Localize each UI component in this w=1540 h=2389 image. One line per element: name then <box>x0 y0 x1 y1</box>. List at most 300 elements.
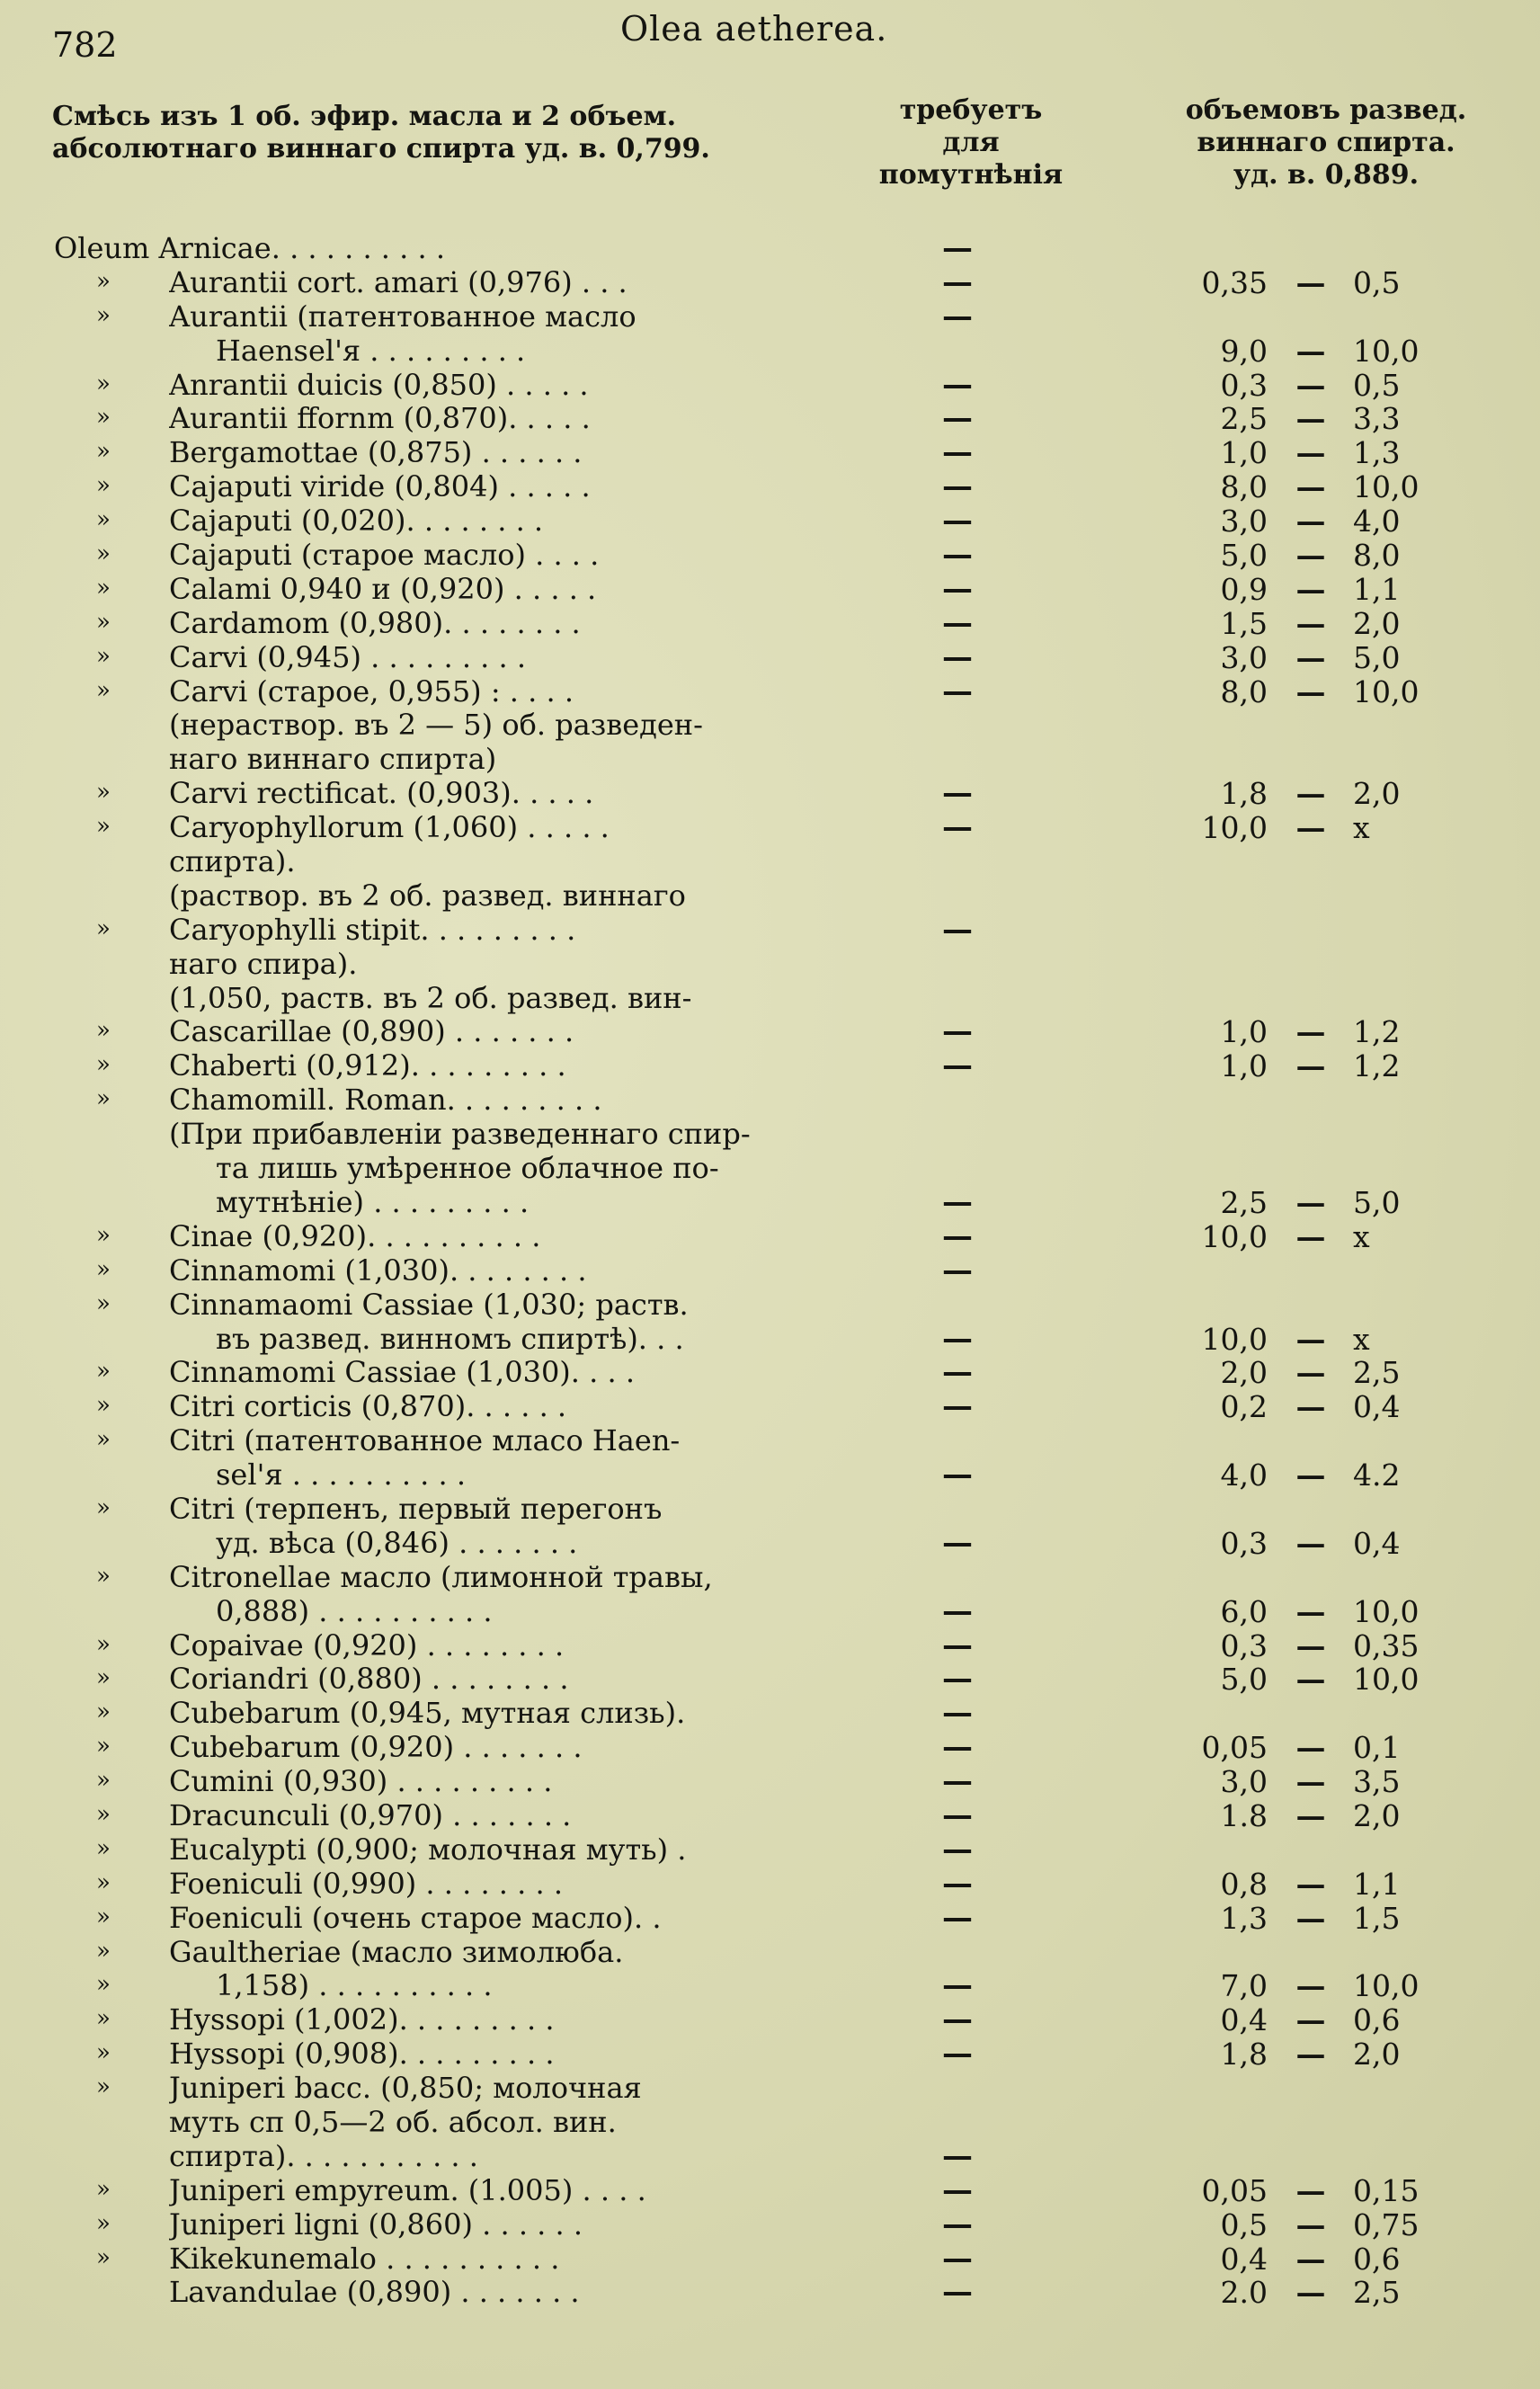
volume-range-dash: — <box>1295 605 1326 641</box>
table-row <box>0 1524 1540 1561</box>
turbidity-dash: — <box>942 1592 973 1629</box>
oil-name: Aurantii (патентованное масло <box>169 299 636 334</box>
table-row <box>0 709 1540 743</box>
volume-max: 1,2 <box>1353 1048 1401 1084</box>
table-row <box>0 2037 1540 2072</box>
volume-max: x <box>1353 1218 1370 1254</box>
volume-min: 3,0 <box>1220 504 1268 539</box>
turbidity-dash: — <box>942 2001 973 2038</box>
oil-name: Chaberti (0,912). . . . . . . . . <box>169 1049 566 1083</box>
table-row <box>0 366 1540 403</box>
column-header-mixture-line2: абсолютнаго виннаго спирта уд. в. 0,799. <box>52 133 710 165</box>
ditto-mark: » <box>96 1767 111 1795</box>
volume-max: 2,0 <box>1353 2037 1401 2073</box>
ditto-mark: » <box>96 1733 111 1761</box>
turbidity-dash: — <box>942 1899 973 1936</box>
oil-name: Juniperi bacc. (0,850; молочная <box>169 2072 642 2106</box>
ditto-mark: » <box>96 676 111 704</box>
oil-name: Dracunculi (0,970) . . . . . . . <box>169 1798 572 1832</box>
table-row <box>0 675 1540 709</box>
volume-max: 2,5 <box>1353 1355 1401 1391</box>
turbidity-dash: — <box>942 1388 973 1425</box>
volume-min: 0,9 <box>1220 571 1268 607</box>
table-row <box>0 402 1540 436</box>
oil-name: Citri corticis (0,870). . . . . . <box>169 1390 567 1424</box>
volume-min: 2,0 <box>1220 1355 1268 1391</box>
table-row <box>0 2003 1540 2037</box>
table-row <box>0 1833 1540 1868</box>
turbidity-dash: — <box>942 468 973 505</box>
turbidity-dash: — <box>942 366 973 403</box>
volume-range-dash: — <box>1295 2241 1326 2277</box>
turbidity-dash: — <box>942 2171 973 2208</box>
table-row <box>0 1288 1540 1323</box>
volume-min: 1.8 <box>1220 1797 1268 1833</box>
table-row <box>0 539 1540 573</box>
table-row <box>0 1561 1540 1595</box>
volume-min: 8,0 <box>1220 469 1268 505</box>
volume-min: 2,5 <box>1220 1184 1268 1220</box>
volume-range-dash: — <box>1295 639 1326 675</box>
oil-name: Cumini (0,930) . . . . . . . . . <box>169 1765 553 1799</box>
volume-min: 0,4 <box>1220 2241 1268 2277</box>
table-row <box>0 2208 1540 2242</box>
volume-min: 4,0 <box>1220 1457 1268 1493</box>
volume-max: 2,0 <box>1353 605 1401 641</box>
volume-max: 3,5 <box>1353 1764 1401 1800</box>
oil-name: Citri (патентованное мласо Haen- <box>169 1424 681 1458</box>
volume-max: 0,4 <box>1353 1525 1401 1561</box>
volume-max: 0,6 <box>1353 2002 1401 2038</box>
volume-range-dash: — <box>1295 2002 1326 2038</box>
volume-range-dash: — <box>1295 538 1326 574</box>
volume-max: 8,0 <box>1353 538 1401 574</box>
volume-min: 0,4 <box>1220 2002 1268 2038</box>
volume-range-dash: — <box>1295 1218 1326 1254</box>
oil-name: муть сп 0,5—2 об. абсол. вин. <box>169 2105 617 2139</box>
table-row <box>0 1118 1540 1152</box>
ditto-mark: » <box>96 2073 111 2101</box>
turbidity-dash: — <box>942 1661 973 1698</box>
oil-name: Cinnamomi Cassiae (1,030). . . . <box>169 1356 635 1390</box>
volume-max: x <box>1353 810 1370 846</box>
volume-max: 10,0 <box>1353 1968 1420 2004</box>
volume-max: 5,0 <box>1353 1184 1401 1220</box>
volume-min: 0,5 <box>1220 2206 1268 2242</box>
table-row <box>0 470 1540 504</box>
volume-max: 5,0 <box>1353 639 1401 675</box>
turbidity-dash: — <box>942 400 973 437</box>
ditto-mark: » <box>96 608 111 636</box>
table-row <box>0 1865 1540 1902</box>
table-row <box>0 982 1540 1016</box>
volume-min: 0,05 <box>1201 2172 1268 2208</box>
ditto-mark: » <box>96 1255 111 1283</box>
table-row <box>0 879 1540 914</box>
turbidity-dash: — <box>942 1457 973 1493</box>
ditto-mark: » <box>96 813 111 841</box>
table-row <box>0 2171 1540 2208</box>
oil-name: Cinae (0,920). . . . . . . . . . <box>169 1219 541 1253</box>
volume-range-dash: — <box>1295 1593 1326 1629</box>
table-row <box>0 777 1540 811</box>
volume-range-dash: — <box>1295 469 1326 505</box>
volume-max: 4,0 <box>1353 504 1401 539</box>
volume-max: 10,0 <box>1353 1593 1420 1629</box>
volume-min: 6,0 <box>1220 1593 1268 1629</box>
turbidity-dash: — <box>942 230 973 266</box>
table-row <box>0 2137 1540 2174</box>
volume-range-dash: — <box>1295 367 1326 403</box>
volume-min: 10,0 <box>1201 1218 1268 1254</box>
volume-range-dash: — <box>1295 1014 1326 1050</box>
table-row <box>0 604 1540 641</box>
volume-max: 2,0 <box>1353 1797 1401 1833</box>
oil-name: Coriandri (0,880) . . . . . . . . <box>169 1662 569 1697</box>
oil-name: Calami 0,940 и (0,920) . . . . . <box>169 572 597 606</box>
volume-max: 1,1 <box>1353 571 1401 607</box>
oil-name: Carvi rectificat. (0,903). . . . . <box>169 777 594 811</box>
volume-min: 1,0 <box>1220 1048 1268 1084</box>
turbidity-dash: — <box>942 911 973 948</box>
ditto-mark: » <box>96 2243 111 2271</box>
table-row <box>0 1662 1540 1697</box>
volume-range-dash: — <box>1295 1866 1326 1902</box>
volume-range-dash: — <box>1295 1389 1326 1425</box>
turbidity-dash: — <box>942 1695 973 1732</box>
column-header-turbidity-line2: для <box>942 127 1000 158</box>
table-row <box>0 1424 1540 1458</box>
table-row <box>0 1390 1540 1424</box>
oil-name: Juniperi empyreum. (1.005) . . . . <box>169 2173 646 2207</box>
volume-min: 2.0 <box>1220 2275 1268 2311</box>
oil-name: Eucalypti (0,900; молочная муть) . <box>169 1832 687 1867</box>
oil-name: Cinnamaomi Cassiae (1,030; раств. <box>169 1288 689 1322</box>
oil-name: 1,158) . . . . . . . . . . <box>216 1969 493 2003</box>
volume-range-dash: — <box>1295 810 1326 846</box>
ditto-mark: » <box>96 1493 111 1521</box>
volume-range-dash: — <box>1295 673 1326 709</box>
oil-name: 0,888) . . . . . . . . . . <box>216 1594 493 1628</box>
volume-range-dash: — <box>1295 1797 1326 1833</box>
table-row <box>0 1458 1540 1493</box>
table-row <box>0 1083 1540 1118</box>
ditto-mark: » <box>96 1800 111 1828</box>
oil-name: (1,050, раств. въ 2 об. развед. вин- <box>169 981 692 1015</box>
oil-name: (раствор. въ 2 об. развед. виннаго <box>169 878 686 913</box>
turbidity-dash: — <box>942 434 973 471</box>
turbidity-dash: — <box>942 1320 973 1357</box>
oil-name: Hyssopi (0,908). . . . . . . . . <box>169 2037 555 2072</box>
ditto-mark: » <box>96 1085 111 1113</box>
volume-max: 4.2 <box>1353 1457 1401 1493</box>
volume-max: 10,0 <box>1353 1662 1420 1698</box>
turbidity-dash: — <box>942 604 973 641</box>
oil-name: Carvi (старое, 0,955) : . . . . <box>169 674 574 709</box>
oil-name: Gaultheriae (масло зимолюба. <box>169 1935 624 1969</box>
volume-min: 0,3 <box>1220 1627 1268 1663</box>
volume-range-dash: — <box>1295 1662 1326 1698</box>
ditto-mark: » <box>96 1971 111 1999</box>
ditto-mark: » <box>96 1834 111 1862</box>
volume-max: 1,2 <box>1353 1014 1401 1050</box>
table-row <box>0 1969 1540 2003</box>
turbidity-dash: — <box>942 1013 973 1050</box>
volume-min: 10,0 <box>1201 1321 1268 1357</box>
volume-max: 10,0 <box>1353 673 1420 709</box>
turbidity-dash: — <box>942 673 973 709</box>
turbidity-dash: — <box>942 1252 973 1288</box>
ditto-mark: » <box>96 1051 111 1079</box>
turbidity-dash: — <box>942 2206 973 2242</box>
column-header-turbidity-line1: требуетъ <box>899 94 1043 126</box>
ditto-mark: » <box>96 2005 111 2033</box>
volume-min: 3,0 <box>1220 639 1268 675</box>
page-number: 782 <box>52 25 118 65</box>
oil-name: спирта). . . . . . . . . . . <box>169 2139 478 2173</box>
oil-name: Cajaputi viride (0,804) . . . . . <box>169 470 591 504</box>
table-row <box>0 2106 1540 2140</box>
oil-name: Cardamom (0,980). . . . . . . . <box>169 606 581 640</box>
turbidity-dash: — <box>942 1967 973 2004</box>
ditto-mark: » <box>96 2175 111 2203</box>
oil-name: Hyssopi (1,002). . . . . . . . . <box>169 2003 555 2037</box>
table-row <box>0 1217 1540 1254</box>
table-row <box>0 811 1540 845</box>
volume-range-dash: — <box>1295 435 1326 471</box>
volume-range-dash: — <box>1295 1730 1326 1766</box>
volume-range-dash: — <box>1295 1525 1326 1561</box>
ditto-mark: » <box>96 301 111 329</box>
oil-name: мутнѣніе) . . . . . . . . . <box>216 1185 530 1219</box>
ditto-mark: » <box>96 1221 111 1249</box>
oil-name: уд. вѣса (0,846) . . . . . . . <box>216 1526 578 1560</box>
volume-range-dash: — <box>1295 1048 1326 1084</box>
oil-name: Juniperi ligni (0,860) . . . . . . <box>169 2207 583 2242</box>
ditto-mark: » <box>96 1562 111 1590</box>
turbidity-dash: — <box>942 1354 973 1391</box>
oil-name: Citronellae масло (лимонной травы, <box>169 1560 713 1594</box>
oil-name: Cinnamomi (1,030). . . . . . . . <box>169 1253 587 1288</box>
ditto-mark: » <box>96 438 111 466</box>
oil-name: Anrantii duicis (0,850) . . . . . <box>169 368 589 402</box>
column-header-volumes-line1: объемовъ развед. <box>1185 94 1467 126</box>
oil-name: Cajaputi (0,020). . . . . . . . <box>169 504 544 539</box>
ditto-mark: » <box>96 267 111 295</box>
table-row <box>0 2242 1540 2277</box>
oil-name: Aurantii cort. amari (0,976) . . . <box>169 265 628 299</box>
volume-range-dash: — <box>1295 504 1326 539</box>
turbidity-dash: — <box>942 1627 973 1663</box>
ditto-mark: » <box>96 2039 111 2067</box>
oil-name: Carvi (0,945) . . . . . . . . . <box>169 640 527 674</box>
column-header-volumes-line3: уд. в. 0,889. <box>1233 159 1420 191</box>
table-row <box>0 1152 1540 1186</box>
ditto-mark: » <box>96 1392 111 1420</box>
ditto-mark: » <box>96 472 111 500</box>
volume-max: 0,75 <box>1353 2206 1420 2242</box>
volume-min: 2,5 <box>1220 401 1268 437</box>
oil-name: та лишь умѣренное облачное по- <box>216 1152 719 1186</box>
column-header-turbidity-line3: помутнѣнія <box>878 159 1064 191</box>
table-row <box>0 743 1540 777</box>
ditto-mark: » <box>96 1664 111 1692</box>
table-row <box>0 436 1540 470</box>
turbidity-dash: — <box>942 2274 973 2311</box>
volume-range-dash: — <box>1295 1355 1326 1391</box>
volume-min: 5,0 <box>1220 1662 1268 1698</box>
turbidity-dash: — <box>942 2240 973 2277</box>
table-row <box>0 334 1540 369</box>
turbidity-dash: — <box>942 638 973 675</box>
ditto-mark: » <box>96 2209 111 2237</box>
turbidity-dash: — <box>942 775 973 812</box>
turbidity-dash: — <box>942 298 973 334</box>
volume-min: 10,0 <box>1201 810 1268 846</box>
oil-name: наго спира). <box>169 947 358 981</box>
oil-name: Haensel'я . . . . . . . . . <box>216 334 526 368</box>
volume-max: 0,5 <box>1353 367 1401 403</box>
table-row <box>0 300 1540 334</box>
ditto-mark: » <box>96 540 111 568</box>
volume-max: 0,5 <box>1353 264 1401 300</box>
volume-range-dash: — <box>1295 1321 1326 1357</box>
ditto-mark: » <box>96 779 111 807</box>
table-row <box>0 2072 1540 2106</box>
table-row <box>0 1796 1540 1833</box>
volume-min: 0,35 <box>1201 264 1268 300</box>
oil-name: Lavandulae (0,890) . . . . . . . <box>169 2276 580 2310</box>
volume-max: 1,3 <box>1353 435 1401 471</box>
volume-max: 1,1 <box>1353 1866 1401 1902</box>
table-row <box>0 638 1540 675</box>
oil-name: Chamomill. Roman. . . . . . . . . <box>169 1083 602 1118</box>
volume-min: 1,0 <box>1220 1014 1268 1050</box>
turbidity-dash: — <box>942 1047 973 1084</box>
oil-name: Foeniculi (очень старое масло). . <box>169 1901 662 1935</box>
table-row <box>0 1493 1540 1527</box>
table-row <box>0 1731 1540 1765</box>
column-header-volumes <box>1142 94 1510 192</box>
volume-min: 1,0 <box>1220 435 1268 471</box>
turbidity-dash: — <box>942 570 973 607</box>
volume-range-dash: — <box>1295 1184 1326 1220</box>
volume-max: x <box>1353 1321 1370 1357</box>
volume-max: 2,5 <box>1353 2275 1401 2311</box>
ditto-mark: » <box>96 642 111 670</box>
oil-name: Aurantii ffornm (0,870). . . . . <box>169 402 591 436</box>
volume-max: 3,3 <box>1353 401 1401 437</box>
turbidity-dash: — <box>942 1183 973 1220</box>
turbidity-dash: — <box>942 263 973 300</box>
table-row <box>0 1936 1540 1970</box>
table-row <box>0 1697 1540 1731</box>
ditto-mark: » <box>96 1937 111 1965</box>
turbidity-dash: — <box>942 2036 973 2073</box>
table-row <box>0 911 1540 948</box>
volume-min: 7,0 <box>1220 1968 1268 2004</box>
oil-name: (нераствор. въ 2 — 5) об. разведен- <box>169 709 703 743</box>
running-head: Olea aetherea. <box>620 9 888 49</box>
table-row <box>0 1629 1540 1663</box>
volume-range-dash: — <box>1295 571 1326 607</box>
table-row <box>0 1254 1540 1288</box>
oil-name: Caryophyllorum (1,060) . . . . . <box>169 811 610 845</box>
oil-name: Cajaputi (старое масло) . . . . <box>169 539 600 573</box>
volume-max: 0,1 <box>1353 1730 1401 1766</box>
column-header-mixture <box>52 101 753 165</box>
table-row <box>0 1183 1540 1220</box>
volume-range-dash: — <box>1295 776 1326 812</box>
table-row <box>0 1049 1540 1083</box>
volume-range-dash: — <box>1295 1457 1326 1493</box>
volume-max: 1,5 <box>1353 1900 1401 1936</box>
ditto-mark: » <box>96 1698 111 1726</box>
table-row <box>0 1015 1540 1049</box>
oil-name: sel'я . . . . . . . . . . <box>216 1458 467 1493</box>
turbidity-dash: — <box>942 1524 973 1561</box>
oil-name: Citri (терпенъ, первый перегонъ <box>169 1492 663 1526</box>
volume-max: 2,0 <box>1353 776 1401 812</box>
ditto-mark: » <box>96 1289 111 1317</box>
volume-min: 3,0 <box>1220 1764 1268 1800</box>
ditto-mark: » <box>96 370 111 397</box>
volume-range-dash: — <box>1295 2275 1326 2311</box>
volume-max: 0,35 <box>1353 1627 1420 1663</box>
ditto-mark: » <box>96 574 111 602</box>
oil-name: Caryophylli stipit. . . . . . . . . <box>169 913 576 947</box>
volume-min: 0,2 <box>1220 1389 1268 1425</box>
turbidity-dash: — <box>942 1217 973 1254</box>
turbidity-dash: — <box>942 1865 973 1902</box>
oil-name: Cubebarum (0,945, мутная слизь). <box>169 1697 686 1731</box>
oil-name: Kikekunemalo . . . . . . . . . . <box>169 2242 560 2276</box>
volume-min: 0,8 <box>1220 1866 1268 1902</box>
table-row <box>0 845 1540 879</box>
oil-name: Copaivae (0,920) . . . . . . . . <box>169 1628 565 1662</box>
table-row <box>0 1592 1540 1629</box>
volume-max: 10,0 <box>1353 469 1420 505</box>
volume-min: 8,0 <box>1220 673 1268 709</box>
table-row <box>0 1356 1540 1390</box>
table-row <box>0 1320 1540 1357</box>
volume-min: 0,3 <box>1220 367 1268 403</box>
table-row <box>0 504 1540 539</box>
oil-table <box>0 232 1540 2310</box>
turbidity-dash: — <box>942 2137 973 2174</box>
volume-max: 0,4 <box>1353 1389 1401 1425</box>
column-header-mixture-line1: Смѣсь изъ 1 об. эфир. масла и 2 объем. <box>52 101 677 132</box>
volume-max: 0,6 <box>1353 2241 1401 2277</box>
volume-range-dash: — <box>1295 1764 1326 1800</box>
volume-min: 1,3 <box>1220 1900 1268 1936</box>
table-row <box>0 2276 1540 2310</box>
ditto-mark: » <box>96 1868 111 1896</box>
volume-max: 0,15 <box>1353 2172 1420 2208</box>
volume-range-dash: — <box>1295 1627 1326 1663</box>
ditto-mark: » <box>96 506 111 534</box>
ditto-mark: » <box>96 404 111 432</box>
table-row <box>0 1899 1540 1936</box>
volume-min: 5,0 <box>1220 538 1268 574</box>
oil-name: Oleum Arnicae. . . . . . . . . . <box>54 232 445 265</box>
volume-min: 9,0 <box>1220 333 1268 369</box>
ditto-mark: » <box>96 1426 111 1454</box>
turbidity-dash: — <box>942 1763 973 1800</box>
volume-min: 0,3 <box>1220 1525 1268 1561</box>
table-row <box>0 570 1540 607</box>
oil-name: наго виннаго спирта) <box>169 743 497 777</box>
